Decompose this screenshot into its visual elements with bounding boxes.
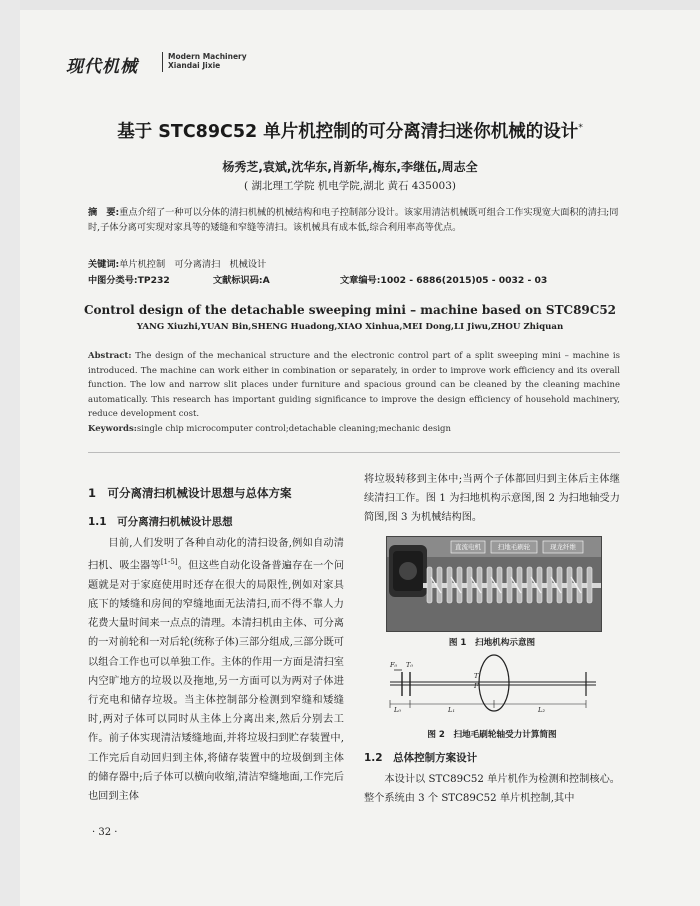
journal-name-en-line2: Xiandai Jixie	[168, 61, 221, 70]
figure-1-caption: 图 1 扫地机构示意图	[448, 638, 536, 648]
page-number: · 32 ·	[92, 827, 118, 838]
fig2-label-F0: F₀	[390, 661, 398, 669]
fig1-label-motor: 直流电机	[455, 543, 481, 551]
section-1-1-heading: 1.1 可分离清扫机械设计思想	[88, 516, 233, 528]
fig1-label-brush-wheel: 扫地毛刷轮	[497, 543, 531, 551]
section-1-heading: 1 可分离清扫机械设计思想与总体方案	[88, 486, 292, 500]
authors-en: YANG Xiuzhi,YUAN Bin,SHENG Huadong,XIAO Xinhua,MEI Dong,LI Jiwu,ZHOU Zhiquan	[136, 322, 564, 332]
para-main: 。但这些自动化设备普遍存在一个问题就是对于家庭使用时还存在很大的局限性,例如对家具底下的矮缝和房间的窄缝地面无法清扫,而不得不靠人力花费大量时间来一点点的清理。本清扫机由主体、可分离的一对前轮和一对后轮(统称子体)三部分组成,三部分既可以组合工作也可以单独工作。主体的作用一方面是清扫室内空旷地方的垃圾以及拖地,另一方面可以为两对子体进行充电和储存垃圾。当主体控制部分检测到窄缝和矮缝时,两对子体可以同时从主体上分离出来,然后分别去工作。前子体实现清洁矮缝地面,并将垃圾扫到贮存装置中,工作完后自动回归到主体,将储存装置中的垃圾倒到主体的储存器中;后子体可以横向收缩,清洁窄缝地面,工作完后也回到主体	[88, 560, 345, 803]
citation-ref: [1-5]	[160, 558, 178, 567]
abstract-cn-label: 摘 要:	[88, 207, 120, 218]
abstract-en-label: Abstract:	[88, 351, 132, 361]
abstract-en-text: The design of the mechanical structure and the electronic control part of a split sweeping mini – machine is introduced. The machine can work either in combination or separately, in order to improve work efficiency and its overall function. The low and narrow slit places under furniture and spacious ground can be cleaned by the cleaning machine automatically. This research has important guiding significance to improve the design efficiency of household machinery, reduce development cost.	[88, 351, 620, 420]
article-number: 文章编号:1002 - 6886(2015)05 - 0032 - 03	[340, 275, 548, 286]
header-divider	[162, 52, 163, 72]
figure-2-caption: 图 2 扫地毛刷轮轴受力计算简图	[427, 730, 557, 740]
title-en: Control design of the detachable sweeping mini – machine based on STC89C52	[83, 303, 617, 317]
shaft-force-diagram	[386, 654, 600, 720]
section-1-2-heading: 1.2 总体控制方案设计	[364, 752, 478, 764]
figure-2-diagram	[386, 654, 600, 720]
fig2-label-F: F	[474, 682, 479, 690]
fig2-label-T0: T₀	[406, 661, 413, 669]
section-1-1-paragraph	[88, 534, 344, 806]
right-column-paragraph: 将垃圾转移到主体中;当两个子体都回归到主体后主体继续清扫工作。图 1 为扫地机构示意图,图 2 为扫地轴受力简图,图 3 为机械结构图。	[364, 474, 620, 524]
keywords-cn-text: 单片机控制 可分离清扫 机械设计	[119, 259, 267, 270]
clc-number: 中图分类号:TP232	[88, 275, 170, 286]
title-footnote-mark: *	[578, 123, 583, 134]
journal-logo: 现代机械	[66, 57, 138, 77]
section-divider	[88, 452, 620, 453]
para-intro: 目前,人们发明了各种自动化的清扫设备,例如自动清扫机、吸尘器等	[88, 538, 344, 572]
keywords-en-label: Keywords:	[88, 424, 137, 434]
paper-title	[0, 118, 700, 143]
keywords-cn	[88, 256, 266, 270]
sweeper-mechanism-drawing	[387, 537, 601, 631]
keywords-en	[88, 424, 620, 434]
fig2-label-T: T	[474, 672, 479, 680]
keywords-cn-label: 关键词:	[88, 259, 120, 270]
fig1-label-fiber: 现龙纤维	[550, 543, 576, 551]
paper-title-text: 基于 STC89C52 单片机控制的可分离清扫迷你机械的设计	[117, 122, 579, 142]
fig2-label-L2: L₂	[538, 706, 545, 714]
fig2-label-L0: L₀	[394, 706, 401, 714]
abstract-cn-text: 重点介绍了一种可以分体的清扫机械的机械结构和电子控制部分设计。该家用清洁机械既可组合工作实现宽大面积的清扫;同时,子体分离可实现对家具等的矮缝和窄缝等清扫。该机械具有成本低,综合利用率高等优点。	[88, 207, 619, 233]
journal-name-en-line1: Modern Machinery	[168, 52, 247, 61]
journal-name-en	[168, 52, 247, 70]
figure-1-image	[386, 536, 602, 632]
page-top-edge	[0, 0, 700, 10]
fig2-label-L1: L₁	[448, 706, 455, 714]
authors: 杨秀芝,袁斌,沈华东,肖新华,梅东,李继伍,周志全	[222, 160, 478, 174]
keywords-en-text: single chip microcomputer control;detachable cleaning;mechanic design	[136, 424, 451, 434]
abstract-cn	[88, 206, 620, 235]
document-code: 文献标识码:A	[213, 275, 270, 286]
abstract-en	[88, 349, 620, 422]
affiliation: ( 湖北理工学院 机电学院,湖北 黄石 435003)	[244, 180, 456, 192]
section-1-2-paragraph: 本设计以 STC89C52 单片机作为检测和控制核心。整个系统由 3 个 STC89C52 单片机控制,其中	[364, 774, 620, 805]
